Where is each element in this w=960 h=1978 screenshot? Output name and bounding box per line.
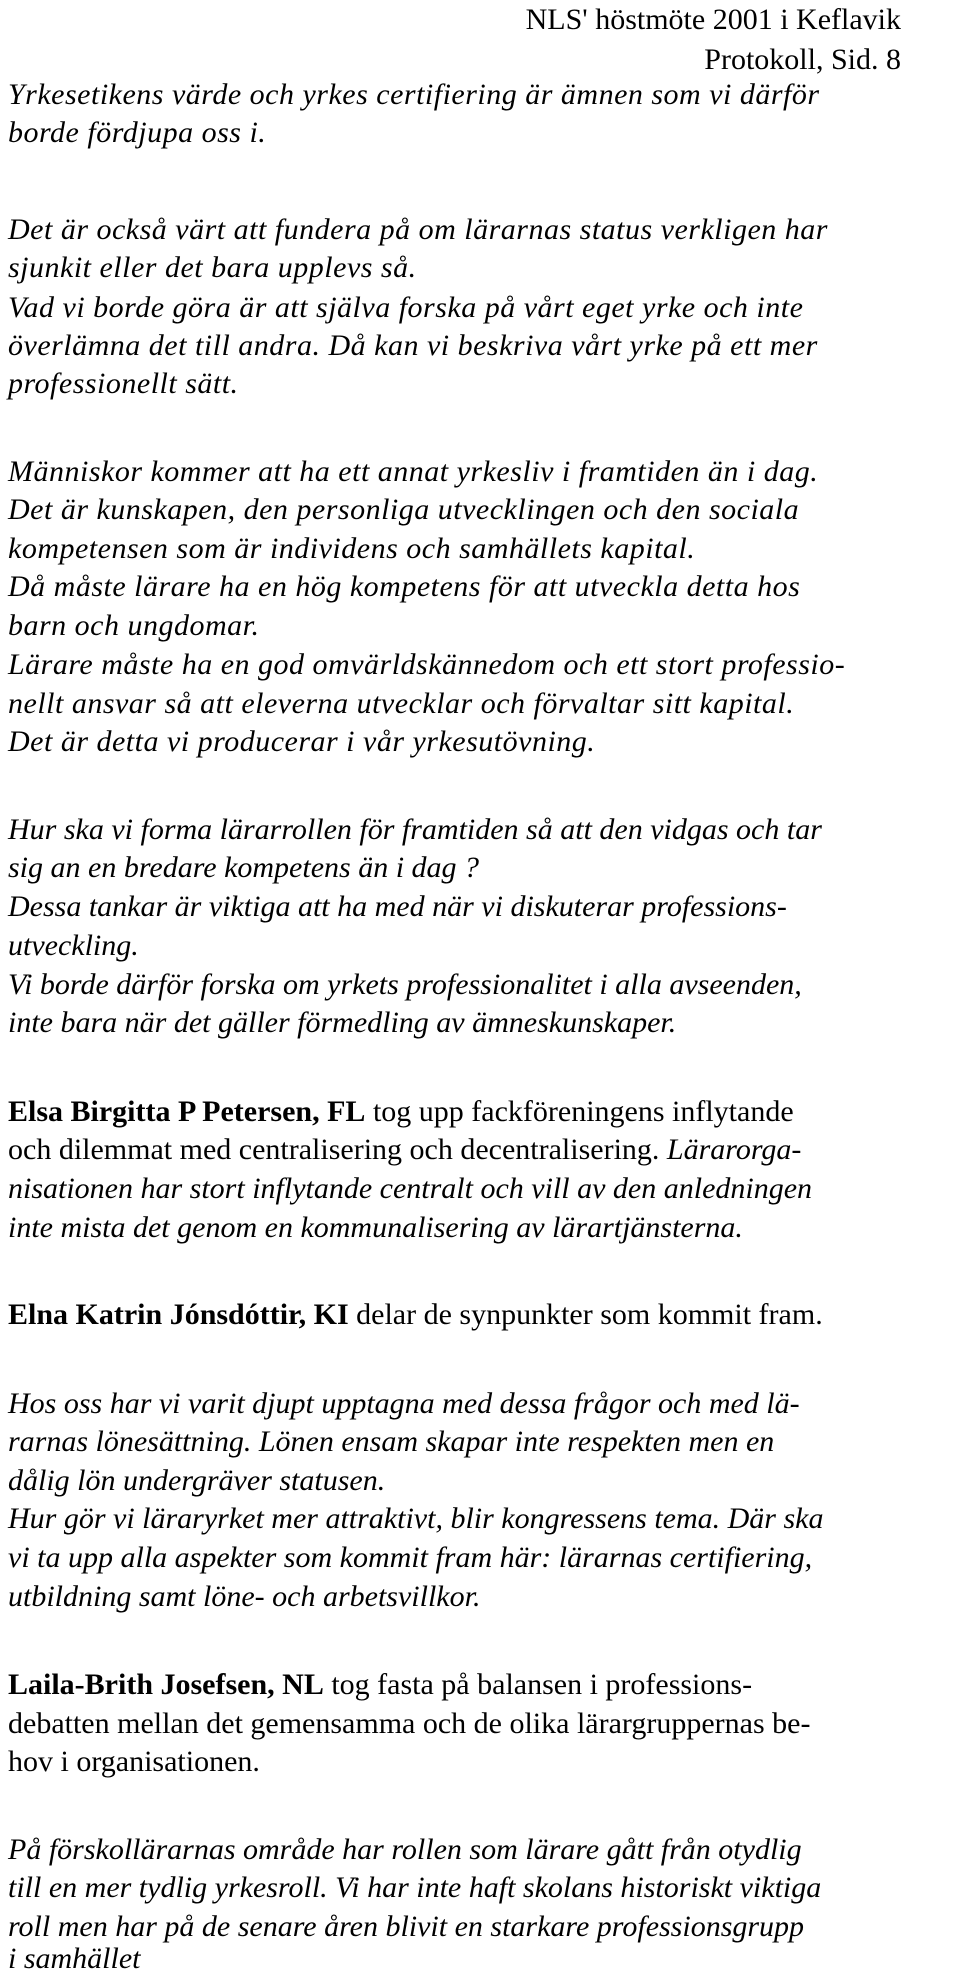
text-line: Dessa tankar är viktiga att ha med när vi diskuterar professions- xyxy=(8,890,787,923)
text-line: nellt ansvar så att eleverna utvecklar och förvaltar sitt kapital. xyxy=(8,687,795,720)
speaker-name: Elna Katrin Jónsdóttir, KI xyxy=(8,1298,349,1331)
text-line: sjunkit eller det bara upplevs så. xyxy=(8,251,417,284)
speech-text: Lärarorga- xyxy=(666,1133,802,1166)
speech-text: och dilemmat med centralisering och decentralisering. xyxy=(8,1133,667,1166)
text-line: inte mista det genom en kommunalisering av lärartjänsterna. xyxy=(8,1211,743,1244)
speaker-name: Laila-Brith Josefsen, NL xyxy=(8,1668,324,1701)
text-line: vi ta upp alla aspekter som kommit fram här: lärarnas certifiering, xyxy=(8,1541,813,1574)
text-line: utbildning samt löne- och arbetsvillkor. xyxy=(8,1580,481,1613)
text-line: överlämna det till andra. Då kan vi beskriva vårt yrke på ett mer xyxy=(8,329,818,362)
text-line: i samhället xyxy=(8,1942,141,1975)
text-line: Lärare måste ha en god omvärldskännedom och ett stort professio- xyxy=(8,648,846,681)
text-line: professionellt sätt. xyxy=(8,367,239,400)
text-line: Vi borde därför forska om yrkets professionalitet i alla avseenden, xyxy=(8,968,802,1001)
header-meeting-title: NLS' höstmöte 2001 i Keflavik xyxy=(525,3,901,36)
text-line xyxy=(8,1093,794,1131)
text-line: barn och ungdomar. xyxy=(8,609,260,642)
header-page-number: Protokoll, Sid. 8 xyxy=(704,43,901,76)
text-line xyxy=(8,1296,823,1334)
text-line: debatten mellan det gemensamma och de olika lärargruppernas be- xyxy=(8,1707,811,1740)
text-line: Det är också värt att fundera på om lärarnas status verkligen har xyxy=(8,213,828,246)
text-line xyxy=(8,1131,801,1169)
text-line: kompetensen som är individens och samhällets kapital. xyxy=(8,532,696,565)
text-line: hov i organisationen. xyxy=(8,1745,260,1778)
text-line: dålig lön undergräver statusen. xyxy=(8,1464,386,1497)
text-line: sig an en bredare kompetens än i dag ? xyxy=(8,851,480,884)
text-line: till en mer tydlig yrkesroll. Vi har inte haft skolans historiskt viktiga xyxy=(8,1871,822,1904)
text-line: Vad vi borde göra är att själva forska på vårt eget yrke och inte xyxy=(8,291,804,324)
text-line: Det är detta vi producerar i vår yrkesutövning. xyxy=(8,725,596,758)
speech-text: delar de synpunkter som kommit fram. xyxy=(348,1298,823,1331)
text-line: Då måste lärare ha en hög kompetens för att utveckla detta hos xyxy=(8,570,801,603)
text-line: utveckling. xyxy=(8,929,139,962)
text-line: Det är kunskapen, den personliga utvecklingen och den sociala xyxy=(8,493,800,526)
speaker-name: Elsa Birgitta P Petersen, FL xyxy=(8,1095,366,1128)
text-line: inte bara när det gäller förmedling av ämneskunskaper. xyxy=(8,1006,677,1039)
text-line: Hur ska vi forma lärarrollen för framtiden så att den vidgas och tar xyxy=(8,813,822,846)
text-line: Hos oss har vi varit djupt upptagna med dessa frågor och med lä- xyxy=(8,1387,800,1420)
text-line: På förskollärarnas område har rollen som lärare gått från otydlig xyxy=(8,1833,802,1866)
text-line: Hur gör vi läraryrket mer attraktivt, blir kongressens tema. Där ska xyxy=(8,1502,824,1535)
text-line: Yrkesetikens värde och yrkes certifiering är ämnen som vi därför xyxy=(8,78,820,111)
text-line xyxy=(8,1666,752,1704)
text-line: Människor kommer att ha ett annat yrkesliv i framtiden än i dag. xyxy=(8,455,819,488)
text-line: roll men har på de senare åren blivit en starkare professionsgrupp xyxy=(8,1910,805,1943)
page-header xyxy=(526,0,901,80)
speech-text: tog upp fackföreningens inflytande xyxy=(365,1095,794,1128)
text-line: borde fördjupa oss i. xyxy=(8,116,267,149)
text-line: rarnas lönesättning. Lönen ensam skapar inte respekten men en xyxy=(8,1425,775,1458)
speech-text: tog fasta på balansen i professions- xyxy=(323,1668,753,1701)
text-line: nisationen har stort inflytande centralt och vill av den anledningen xyxy=(8,1172,813,1205)
